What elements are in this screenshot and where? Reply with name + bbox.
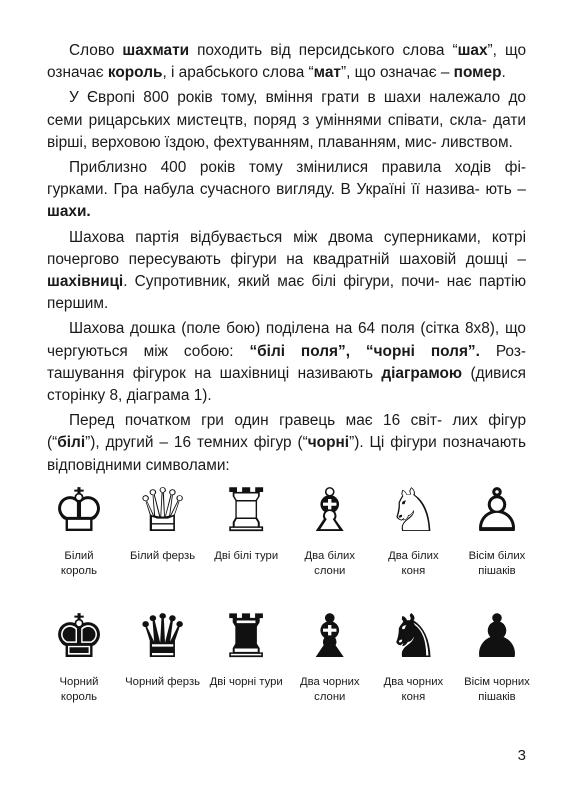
piece-label: Чорний король [59, 676, 99, 703]
text-run: ”), другий – 16 темних фігур (“ [85, 434, 308, 452]
text-run: , і арабського слова “ [162, 64, 314, 82]
piece-label: Два чорних слони [299, 676, 360, 703]
chess-piece [205, 602, 287, 705]
text-run: . Супротивник, який має білі фігури, почи- [123, 273, 440, 291]
text-run: семи рицарських мистецтв, поряд з уміннями співати, скла- [47, 111, 487, 129]
white-rook-icon: ♖ [219, 476, 274, 546]
bold-term: король [107, 64, 163, 82]
chess-piece [456, 476, 538, 579]
bold-term: шахмати [122, 42, 190, 59]
piece-label: Білий ферзь [130, 550, 196, 562]
text-run: Роз- [479, 342, 526, 360]
body-text [47, 40, 526, 480]
text-run: що означає [47, 42, 527, 82]
chess-piece [38, 602, 120, 705]
paragraph [47, 227, 526, 316]
piece-label: Вісім чорних пішаків [464, 676, 530, 703]
chess-piece [289, 602, 371, 705]
black-queen-icon: ♛ [135, 602, 190, 672]
bold-term: “білі поля”, “чорні поля”. [249, 342, 480, 360]
chess-piece [372, 602, 454, 705]
chess-piece [205, 476, 287, 579]
bold-term: діаграмою [381, 364, 463, 382]
text-run: ”, що означає – [340, 64, 450, 82]
white-knight-icon: ♘ [386, 476, 441, 546]
text-run: ташування фігурок на шахівниці називають [47, 364, 382, 382]
white-pawn-icon: ♙ [470, 476, 524, 546]
black-bishop-icon: ♝ [302, 602, 357, 672]
bold-term: шах [457, 42, 488, 59]
bold-term: шахи. [47, 203, 91, 221]
black-pieces-row [38, 602, 538, 705]
chess-piece [122, 476, 204, 579]
piece-label: Білий король [60, 550, 98, 577]
bold-term: білі [57, 434, 86, 452]
piece-label: Два білих коня [388, 550, 439, 577]
text-run: гурками. Гра набула сучасного вигляду. В Україні її назива- [47, 181, 480, 199]
bold-term: шахівниці [47, 273, 124, 291]
text-run: ”, [487, 42, 497, 59]
piece-label: Два чорних коня [383, 676, 444, 703]
text-run: нає партію першим. [47, 273, 526, 313]
text-run: ливством. [441, 133, 513, 151]
text-run: котрі почергово пересувають фігури на квадратній шаховій [47, 228, 526, 268]
chess-piece [456, 602, 538, 705]
white-bishop-icon: ♗ [302, 476, 357, 546]
text-run: дошці – [465, 250, 526, 268]
text-run: Перед початком гри один гравець має 16 світ- [69, 412, 443, 430]
text-run: Слово [69, 42, 123, 59]
bold-term: мат [313, 64, 341, 82]
text-run: дати вірші, верховою їздою, фехтуванням, плаванням, мис- [47, 111, 526, 151]
text-run: ють – [485, 181, 526, 199]
white-queen-icon: ♕ [135, 476, 190, 546]
text-run: Ці фігури позначають відповідними символами: [47, 434, 526, 474]
black-rook-icon: ♜ [219, 602, 274, 672]
text-run: ”). [349, 434, 364, 452]
text-run: лих фігур (“ [47, 412, 526, 452]
text-run: походить від персидського слова “ [189, 42, 458, 59]
text-run: Приблизно 400 років тому змінилися правила ходів фі- [69, 159, 526, 177]
piece-label: Чорний ферзь [125, 676, 201, 688]
piece-label: Дві чорні тури [209, 676, 283, 688]
paragraph [47, 410, 526, 477]
text-run: У Європі 800 років тому, вміння грати в шахи належало до [69, 89, 526, 107]
chess-piece [122, 602, 204, 705]
text-run: (дивися [462, 364, 526, 382]
bold-term: чорні [307, 434, 350, 452]
text-run: Шахова партія відбувається між двома суперниками, [69, 228, 481, 246]
text-run: сторінку 8, діаграма 1). [47, 387, 212, 405]
page-number: 3 [517, 747, 526, 764]
text-run: Шахова дошка (поле бою) поділена на 64 поля (сітка 8х8), [69, 320, 500, 338]
paragraph [47, 157, 526, 224]
piece-label: Два білих слони [304, 550, 356, 577]
piece-label: Вісім білих пішаків [468, 550, 526, 577]
text-run: що чергуються між собою: [47, 320, 526, 360]
piece-label: Дві білі тури [214, 550, 279, 562]
black-king-icon: ♚ [52, 602, 106, 672]
black-pawn-icon: ♟ [470, 602, 524, 672]
chess-piece [289, 476, 371, 579]
paragraph [47, 87, 526, 154]
black-knight-icon: ♞ [386, 602, 441, 672]
chess-piece [38, 476, 120, 579]
bold-term: помер [453, 64, 502, 82]
white-pieces-row [38, 476, 538, 579]
white-king-icon: ♔ [52, 476, 106, 546]
text-run: . [501, 64, 506, 82]
chess-piece [372, 476, 454, 579]
paragraph [47, 40, 526, 84]
paragraph [47, 318, 526, 407]
